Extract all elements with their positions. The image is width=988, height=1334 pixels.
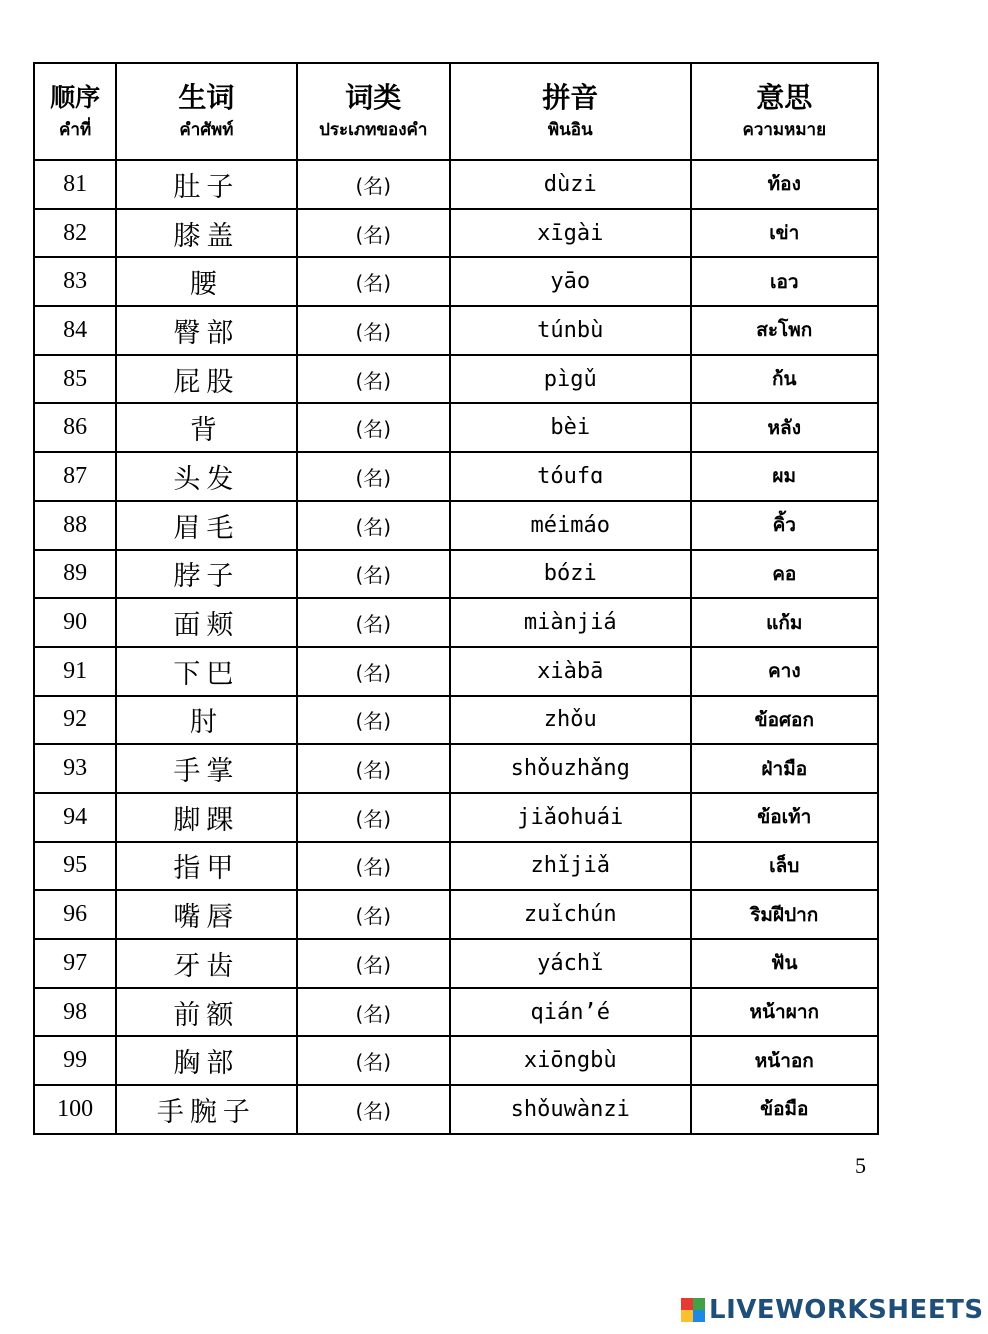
header-pinyin-zh: 拼音 xyxy=(542,80,599,114)
cell-pinyin: xīgài xyxy=(450,209,691,258)
cell-meaning: เอว xyxy=(691,257,878,306)
cell-pinyin: xiōngbù xyxy=(450,1036,691,1085)
logo-square-blue xyxy=(693,1310,705,1322)
cell-part-of-speech: (名) xyxy=(297,696,450,745)
table-row xyxy=(34,403,878,452)
table-row xyxy=(34,160,878,209)
cell-word: 手掌 xyxy=(116,744,296,793)
cell-word: 脚踝 xyxy=(116,793,296,842)
cell-meaning: เข่า xyxy=(691,209,878,258)
cell-word: 嘴唇 xyxy=(116,890,296,939)
cell-pinyin: zuǐchún xyxy=(450,890,691,939)
header-part-of-speech-th: ประเภทของคำ xyxy=(319,119,428,140)
header-order xyxy=(34,63,116,160)
cell-meaning: ข้อศอก xyxy=(691,696,878,745)
cell-pinyin: tóufɑ xyxy=(450,452,691,501)
cell-pinyin: pìgǔ xyxy=(450,355,691,404)
cell-word: 头发 xyxy=(116,452,296,501)
logo-square-green xyxy=(693,1298,705,1310)
header-word-zh: 生词 xyxy=(178,80,235,114)
cell-pinyin: zhǒu xyxy=(450,696,691,745)
cell-word: 背 xyxy=(116,403,296,452)
cell-meaning: สะโพก xyxy=(691,306,878,355)
vocabulary-table xyxy=(33,62,879,1135)
cell-part-of-speech: (名) xyxy=(297,890,450,939)
cell-order: 93 xyxy=(34,744,116,793)
cell-word: 眉毛 xyxy=(116,501,296,550)
cell-part-of-speech: (名) xyxy=(297,355,450,404)
cell-meaning: ข้อมือ xyxy=(691,1085,878,1134)
cell-order: 89 xyxy=(34,550,116,599)
cell-word: 手腕子 xyxy=(116,1085,296,1134)
cell-order: 82 xyxy=(34,209,116,258)
cell-meaning: ท้อง xyxy=(691,160,878,209)
table-row xyxy=(34,1036,878,1085)
liveworksheets-logo-icon xyxy=(681,1298,705,1322)
cell-meaning: เล็บ xyxy=(691,842,878,891)
cell-order: 96 xyxy=(34,890,116,939)
cell-pinyin: bèi xyxy=(450,403,691,452)
cell-order: 87 xyxy=(34,452,116,501)
cell-meaning: ฝ่ามือ xyxy=(691,744,878,793)
table-row xyxy=(34,501,878,550)
cell-order: 85 xyxy=(34,355,116,404)
cell-order: 86 xyxy=(34,403,116,452)
table-row xyxy=(34,890,878,939)
cell-meaning: ริมฝีปาก xyxy=(691,890,878,939)
header-part-of-speech-zh: 词类 xyxy=(345,80,402,114)
table-row xyxy=(34,355,878,404)
cell-order: 97 xyxy=(34,939,116,988)
cell-part-of-speech: (名) xyxy=(297,939,450,988)
header-order-th: คำที่ xyxy=(59,119,92,140)
cell-order: 91 xyxy=(34,647,116,696)
cell-word: 屁股 xyxy=(116,355,296,404)
cell-pinyin: bózi xyxy=(450,550,691,599)
header-meaning-zh: 意思 xyxy=(756,80,813,114)
cell-order: 95 xyxy=(34,842,116,891)
cell-word: 牙齿 xyxy=(116,939,296,988)
cell-word: 面颊 xyxy=(116,598,296,647)
table-row xyxy=(34,1085,878,1134)
cell-order: 88 xyxy=(34,501,116,550)
header-meaning-th: ความหมาย xyxy=(742,119,827,140)
cell-pinyin: xiàbā xyxy=(450,647,691,696)
cell-part-of-speech: (名) xyxy=(297,744,450,793)
cell-word: 胸部 xyxy=(116,1036,296,1085)
cell-pinyin: túnbù xyxy=(450,306,691,355)
cell-pinyin: zhǐjiǎ xyxy=(450,842,691,891)
cell-order: 83 xyxy=(34,257,116,306)
cell-meaning: คอ xyxy=(691,550,878,599)
table-row xyxy=(34,842,878,891)
cell-part-of-speech: (名) xyxy=(297,257,450,306)
header-pinyin xyxy=(450,63,691,160)
cell-meaning: ผม xyxy=(691,452,878,501)
cell-pinyin: yāo xyxy=(450,257,691,306)
cell-word: 肚子 xyxy=(116,160,296,209)
cell-pinyin: shǒuwànzi xyxy=(450,1085,691,1134)
cell-part-of-speech: (名) xyxy=(297,988,450,1037)
cell-meaning: คาง xyxy=(691,647,878,696)
cell-part-of-speech: (名) xyxy=(297,306,450,355)
header-word-th: คำศัพท์ xyxy=(179,119,234,140)
cell-part-of-speech: (名) xyxy=(297,598,450,647)
header-part-of-speech xyxy=(297,63,450,160)
cell-word: 前额 xyxy=(116,988,296,1037)
cell-pinyin: dùzi xyxy=(450,160,691,209)
table-row xyxy=(34,939,878,988)
cell-order: 81 xyxy=(34,160,116,209)
cell-order: 92 xyxy=(34,696,116,745)
table-row xyxy=(34,452,878,501)
table-row xyxy=(34,306,878,355)
cell-part-of-speech: (名) xyxy=(297,209,450,258)
cell-part-of-speech: (名) xyxy=(297,550,450,599)
table-row xyxy=(34,550,878,599)
cell-part-of-speech: (名) xyxy=(297,501,450,550)
cell-pinyin: yáchǐ xyxy=(450,939,691,988)
table-row xyxy=(34,257,878,306)
cell-word: 脖子 xyxy=(116,550,296,599)
logo-square-yellow xyxy=(681,1310,693,1322)
cell-part-of-speech: (名) xyxy=(297,1085,450,1134)
page-number: 5 xyxy=(855,1153,866,1178)
cell-pinyin: miànjiá xyxy=(450,598,691,647)
cell-order: 100 xyxy=(34,1085,116,1134)
cell-meaning: หน้าอก xyxy=(691,1036,878,1085)
cell-part-of-speech: (名) xyxy=(297,1036,450,1085)
cell-meaning: แก้ม xyxy=(691,598,878,647)
cell-meaning: ฟัน xyxy=(691,939,878,988)
table-row xyxy=(34,793,878,842)
table-row xyxy=(34,988,878,1037)
cell-word: 下巴 xyxy=(116,647,296,696)
cell-part-of-speech: (名) xyxy=(297,842,450,891)
cell-pinyin: méimáo xyxy=(450,501,691,550)
cell-part-of-speech: (名) xyxy=(297,452,450,501)
cell-part-of-speech: (名) xyxy=(297,793,450,842)
cell-part-of-speech: (名) xyxy=(297,160,450,209)
header-order-zh: 顺序 xyxy=(50,82,101,112)
cell-order: 98 xyxy=(34,988,116,1037)
cell-order: 84 xyxy=(34,306,116,355)
cell-word: 指甲 xyxy=(116,842,296,891)
table-row xyxy=(34,744,878,793)
header-word xyxy=(116,63,296,160)
logo-square-red xyxy=(681,1298,693,1310)
table-body xyxy=(34,160,878,1134)
header-pinyin-th: พินอิน xyxy=(547,119,593,140)
brand-text: LIVEWORKSHEETS xyxy=(709,1295,984,1325)
cell-part-of-speech: (名) xyxy=(297,403,450,452)
cell-part-of-speech: (名) xyxy=(297,647,450,696)
cell-word: 腰 xyxy=(116,257,296,306)
table-row xyxy=(34,209,878,258)
cell-word: 臀部 xyxy=(116,306,296,355)
table-row xyxy=(34,647,878,696)
cell-order: 90 xyxy=(34,598,116,647)
header-meaning xyxy=(691,63,878,160)
cell-word: 肘 xyxy=(116,696,296,745)
liveworksheets-brand xyxy=(681,1295,984,1325)
cell-pinyin: shǒuzhǎng xyxy=(450,744,691,793)
cell-meaning: ก้น xyxy=(691,355,878,404)
cell-meaning: หน้าผาก xyxy=(691,988,878,1037)
table-header-row xyxy=(34,63,878,160)
cell-order: 99 xyxy=(34,1036,116,1085)
table-row xyxy=(34,696,878,745)
cell-meaning: คิ้ว xyxy=(691,501,878,550)
cell-meaning: ข้อเท้า xyxy=(691,793,878,842)
table-row xyxy=(34,598,878,647)
cell-pinyin: jiǎohuái xyxy=(450,793,691,842)
cell-pinyin: qián’é xyxy=(450,988,691,1037)
cell-meaning: หลัง xyxy=(691,403,878,452)
cell-word: 膝盖 xyxy=(116,209,296,258)
cell-order: 94 xyxy=(34,793,116,842)
